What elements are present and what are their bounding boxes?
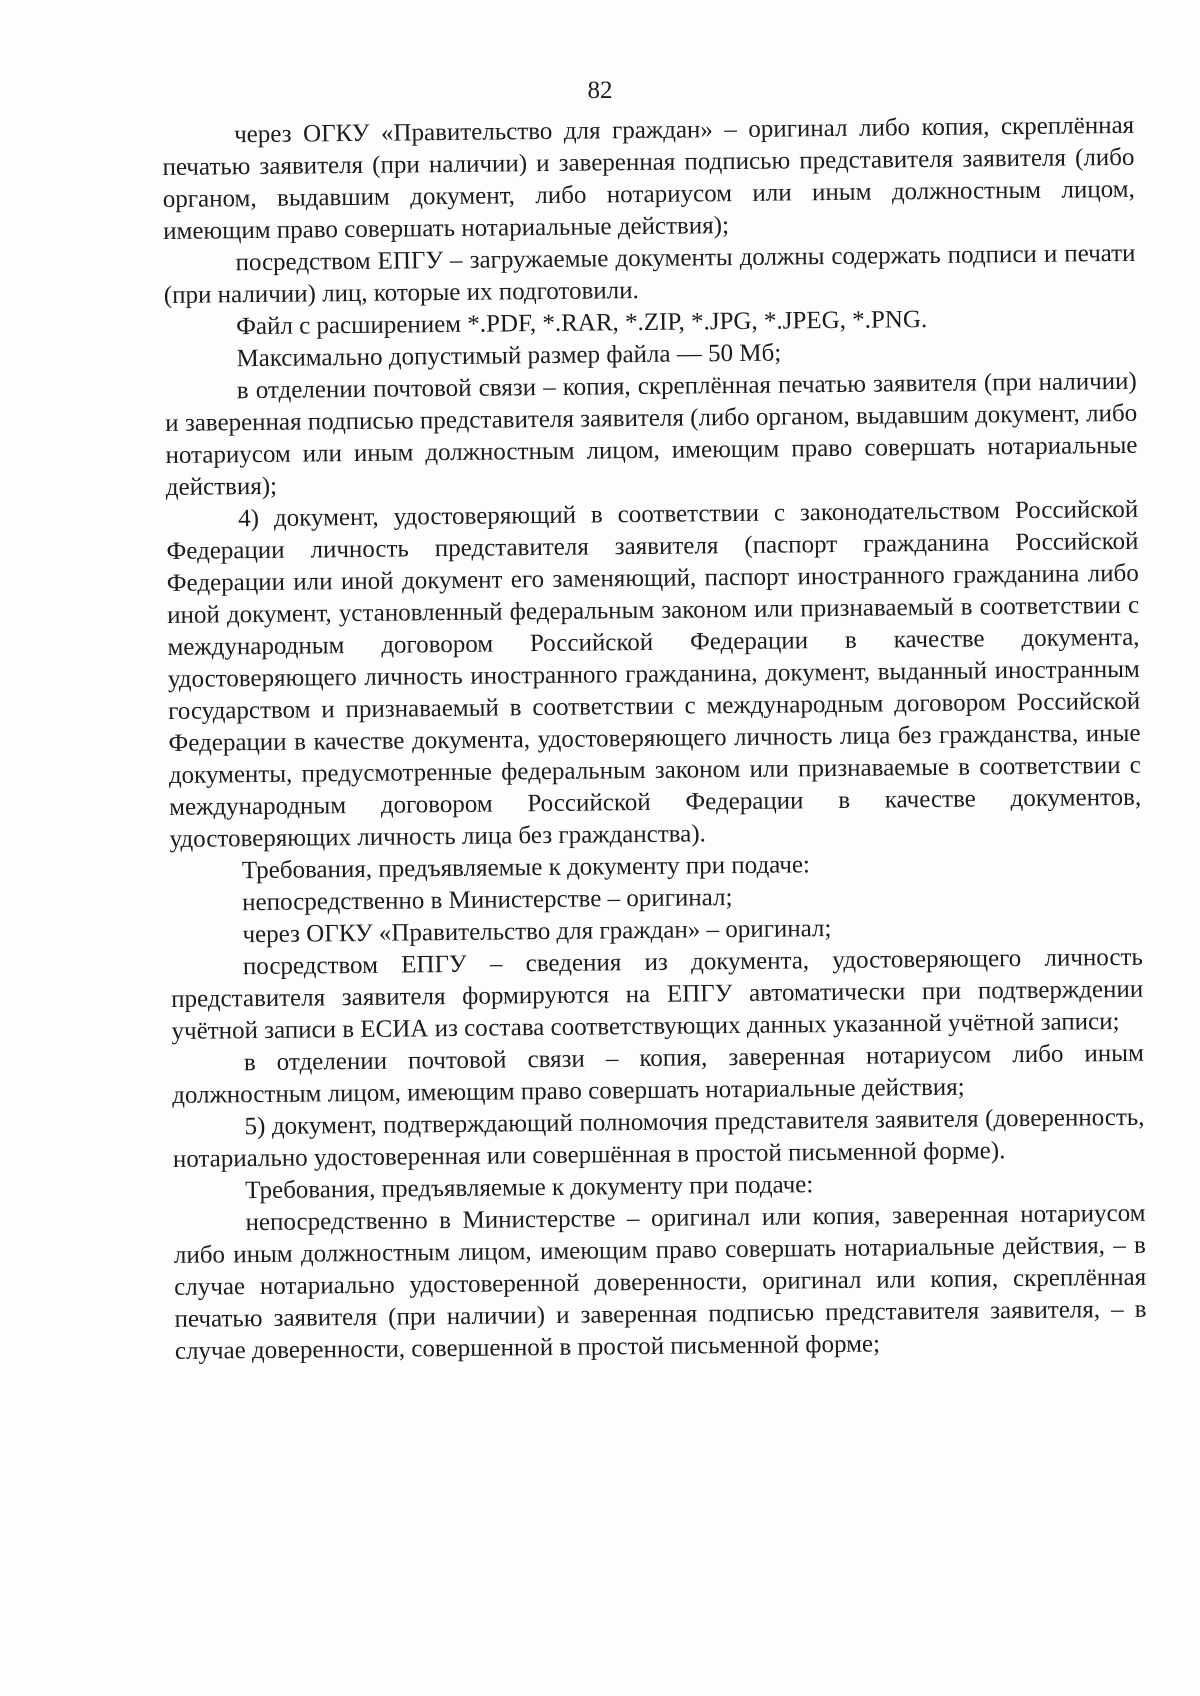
paragraph-file-extensions: Файл с расширением *.PDF, *.RAR, *.ZIP, *.JPG, *.JPEG, *.PNG. — [236, 305, 928, 341]
paragraph-post-office: в отделении почтовой связи – копия, скреплённая печатью заявителя (при наличии) и заверенная подписью представителя заявителя (либо органом, выдавшим документ, либо нотариусом или иным должностным лицом, имеющим право совершать нотариальные действия); — [165, 367, 1138, 501]
paragraph-ogku-submission: через ОГКУ «Правительство для граждан» – оригинал либо копия, скреплённая печатью заявителя (при наличии) и заверенная подписью представителя заявителя (либо органом, выдавшим документ, либо нотариусом или иным должностным лицом, имеющим право совершать нотариальные действия); — [162, 111, 1135, 245]
paragraph-max-file-size: Максимально допустимый размер файла — 50 Мб; — [236, 339, 782, 373]
paragraph-epgu-upload: посредством ЕПГУ – загружаемые документы должны содержать подписи и печати (при наличии) лиц, которые их подготовили. — [163, 239, 1136, 309]
paragraph-item-5-power-of-attorney: 5) документ, подтверждающий полномочия представителя заявителя (доверенность, нотариально удостоверенная или совершённая в простой письменной форме). — [172, 1103, 1145, 1173]
paragraph-requirements-heading: Требования, предъявляемые к документу при подаче: — [241, 851, 811, 885]
paragraph-item-4-identity-document: 4) документ, удостоверяющий в соответствии с законодательством Российской Федерации личность представителя заявителя (паспорт гражданина Российской Федерации или иной документ его заменяющий, паспорт иностранного гражданина либо иной документ, установленный федеральным законом или признаваемый в соответствии с международным договором Российской Федерации в качестве документа, удостоверяющего личность иностранного гражданина, документ, выданный иностранным государством и признаваемый в соответствии с международным договором Российской Федерации в качестве документа, удостоверяющего личность лица без гражданства, иные документы, предусмотренные федеральным законом или признаваемые в соответствии с международным договором Российской Федерации в качестве документов, удостоверяющих личность лица без гражданства). — [166, 495, 1142, 853]
page-number: 82 — [587, 77, 613, 104]
paragraph-requirements-heading-2: Требования, предъявляемые к документу при подаче: — [245, 1171, 814, 1205]
paragraph-ministry-original-or-copy: непосредственно в Министерстве – оригинал или копия, заверенная нотариусом либо иным должностным лицом, имеющим право совершать нотариальные действия, – в случае нотариально удостоверенной доверенности, оригинал или копия, скреплённая печатью заявителя (при наличии) и заверенная подписью представителя заявителя, – в случае доверенности, совершенной в простой письменной форме; — [173, 1199, 1147, 1365]
document-body — [162, 110, 1147, 1368]
paragraph-ministry-original: непосредственно в Министерстве – оригинал; — [242, 884, 733, 917]
paragraph-post-office-notary: в отделении почтовой связи – копия, заверенная нотариусом либо иным должностным лицом, имеющим право совершать нотариальные действия; — [172, 1039, 1144, 1109]
paragraph-epgu-esia: посредством ЕПГУ – сведения из документа, удостоверяющего личность представителя заявителя формируются на ЕПГУ автоматически при подтверждении учётной записи в ЕСИА из состава соответствующих данных указанной учётной записи; — [171, 943, 1144, 1045]
paragraph-ogku-original: через ОГКУ «Правительство для граждан» – оригинал; — [242, 915, 832, 949]
